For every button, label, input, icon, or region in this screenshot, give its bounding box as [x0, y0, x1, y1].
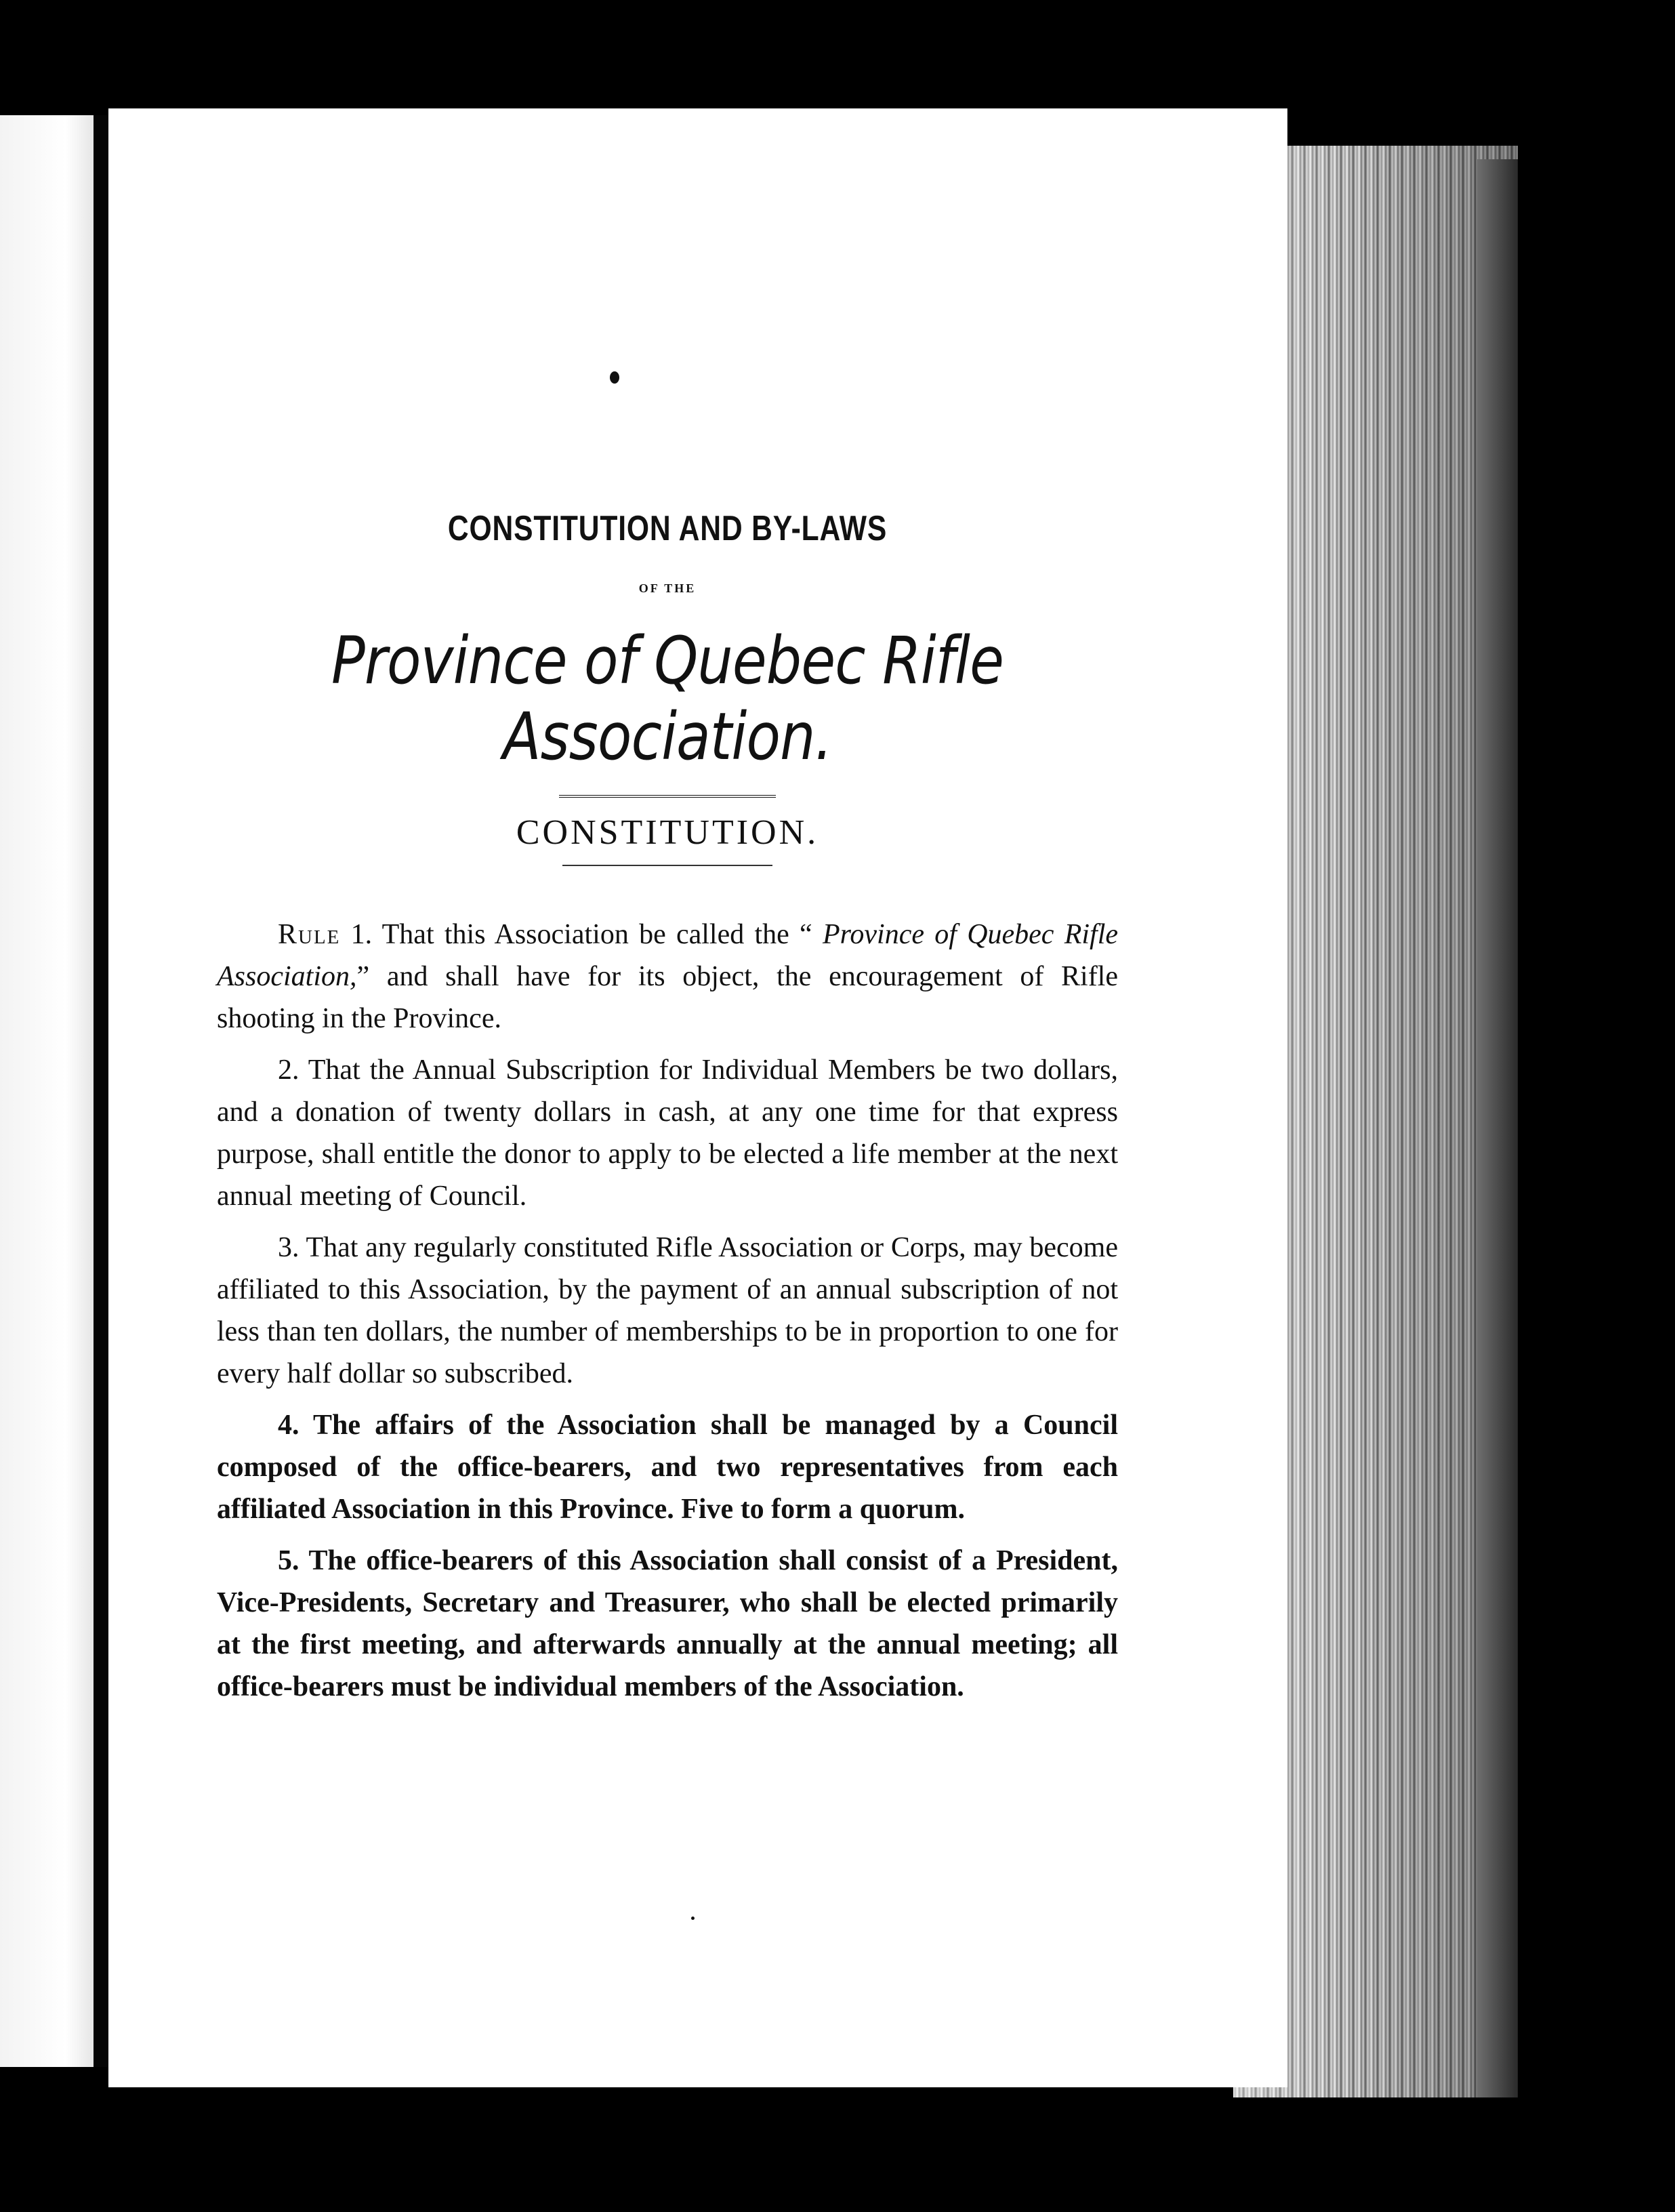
- rule-1: [217, 914, 1118, 1040]
- title-connector: OF THE: [638, 581, 697, 595]
- rule-text: ” and shall have for its object, the encouragement of Rifle shooting in the Province.: [217, 961, 1118, 1034]
- ink-speck: [691, 1917, 695, 1920]
- divider: [562, 865, 772, 866]
- rule-4: 4. The affairs of the Association shall be managed by a Council composed of the office-bearers, and two representatives from each affiliated Association in this Province. Five to form a quorum.: [217, 1410, 1118, 1525]
- rule-number: 1.: [340, 919, 382, 950]
- facing-page-edge: [0, 115, 94, 2067]
- rule-2: 2. That the Annual Subscription for Individual Members be two dollars, and a donation of twenty dollars in cash, at any one time for that express purpose, shall entitle the donor to apply to be elected a life member at the next annual meeting of Council.: [217, 1054, 1118, 1212]
- page-content: [217, 488, 1118, 1708]
- rule-5: 5. The office-bearers of this Association shall consist of a President, Vice-Presidents, Secretary and Treasurer, who shall be elected primarily at the first meeting, and afterwards annually at the annual meeting; all office-bearers must be individual members of the Association.: [217, 1545, 1118, 1702]
- ink-speck: [610, 371, 619, 384]
- rule-text: That this Association be called the “: [381, 919, 823, 950]
- rule-italic-text: Province of Quebec Rifle Association,: [217, 919, 1119, 992]
- document-title: CONSTITUTION AND BY-LAWS: [447, 509, 888, 548]
- rule-3: 3. That any regularly constituted Rifle Association or Corps, may become affiliated to this Association, by the payment of an annual subscription of not less than ten dollars, the number of memberships to be in proportion to one for every half dollar so subscribed.: [217, 1232, 1118, 1389]
- rule-lead: Rule: [278, 919, 341, 950]
- rules-list: [217, 914, 1118, 1708]
- divider: [559, 795, 776, 798]
- book-gutter: [94, 115, 108, 2067]
- book-cover-edge: [1477, 159, 1518, 2097]
- section-title: CONSTITUTION.: [516, 813, 819, 852]
- association-name: Province of Quebec Rifle Association.: [331, 623, 1004, 775]
